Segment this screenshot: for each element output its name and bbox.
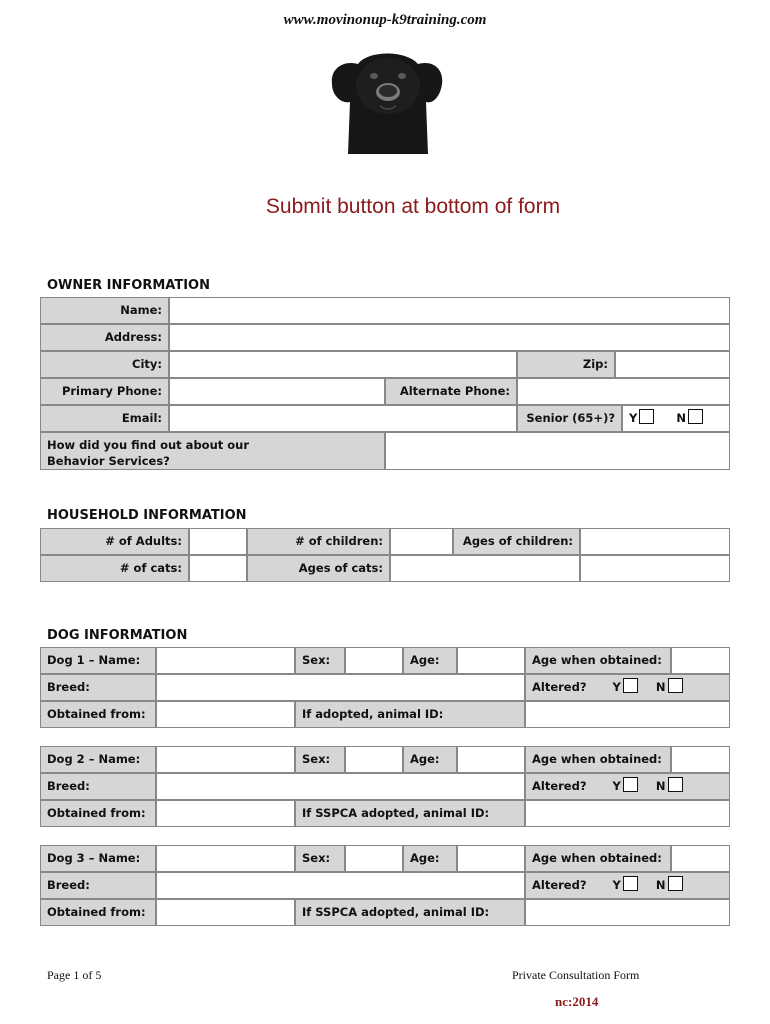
dog3-altered-yes-checkbox[interactable] (623, 876, 638, 891)
dog3-age-obtained-field[interactable] (671, 845, 730, 872)
dog3-sex-field[interactable] (345, 845, 403, 872)
ages-cats-field[interactable] (390, 555, 580, 582)
dog3-name-label: Dog 3 – Name: (40, 845, 156, 872)
dog2-breed-field[interactable] (156, 773, 525, 800)
page-number: Page 1 of 5 (47, 968, 102, 982)
dog3-age-label: Age: (403, 845, 457, 872)
address-field[interactable] (169, 324, 730, 351)
dog3-breed-label: Breed: (40, 872, 156, 899)
alternate-phone-label: Alternate Phone: (385, 378, 517, 405)
ages-children-field[interactable] (580, 528, 730, 555)
dog1-altered (525, 674, 730, 701)
email-label: Email: (40, 405, 169, 432)
form-name: Private Consultation Form (512, 968, 640, 982)
senior-options (622, 405, 730, 432)
dog1-obtained-label: Obtained from: (40, 701, 156, 728)
dog3-altered-no-label: N (655, 878, 666, 892)
dog3-sspca-id-label: If SSPCA adopted, animal ID: (295, 899, 525, 926)
adults-field[interactable] (189, 528, 247, 555)
dog1-obtained-field[interactable] (156, 701, 295, 728)
city-label: City: (40, 351, 169, 378)
household-section-title: HOUSEHOLD INFORMATION (47, 508, 247, 523)
dog1-age-obtained-label: Age when obtained: (525, 647, 671, 674)
dog2-obtained-label: Obtained from: (40, 800, 156, 827)
address-label: Address: (40, 324, 169, 351)
zip-field[interactable] (615, 351, 730, 378)
dog2-altered-no-label: N (655, 779, 666, 793)
how-found-field[interactable] (385, 432, 730, 470)
submit-note: Submit button at bottom of form (265, 195, 561, 218)
dog1-adopted-id-field[interactable] (525, 701, 730, 728)
dog3-altered (525, 872, 730, 899)
dog1-adopted-id-label: If adopted, animal ID: (295, 701, 525, 728)
dog3-sex-label: Sex: (295, 845, 345, 872)
ages-children-label: Ages of children: (453, 528, 580, 555)
dog2-sex-label: Sex: (295, 746, 345, 773)
owner-section-title: OWNER INFORMATION (47, 278, 210, 293)
dog1-altered-no-checkbox[interactable] (668, 678, 683, 693)
dog3-obtained-field[interactable] (156, 899, 295, 926)
dog3-sspca-id-field[interactable] (525, 899, 730, 926)
dog3-obtained-label: Obtained from: (40, 899, 156, 926)
dog3-altered-label: Altered? (532, 878, 587, 892)
how-found-label (40, 432, 385, 470)
dog2-age-obtained-field[interactable] (671, 746, 730, 773)
dog2-age-field[interactable] (457, 746, 525, 773)
dog1-age-label: Age: (403, 647, 457, 674)
how-found-line-2: Behavior Services? (47, 454, 170, 468)
dog1-age-obtained-field[interactable] (671, 647, 730, 674)
primary-phone-field[interactable] (169, 378, 385, 405)
dog1-age-field[interactable] (457, 647, 525, 674)
adults-label: # of Adults: (40, 528, 189, 555)
senior-label: Senior (65+)? (517, 405, 622, 432)
cats-field[interactable] (189, 555, 247, 582)
dog2-altered-label: Altered? (532, 779, 587, 793)
email-field[interactable] (169, 405, 517, 432)
dog2-sspca-id-label: If SSPCA adopted, animal ID: (295, 800, 525, 827)
city-field[interactable] (169, 351, 517, 378)
form-code: nc:2014 (555, 994, 599, 1009)
dog1-altered-yes-label: Y (612, 680, 621, 694)
dog3-name-field[interactable] (156, 845, 295, 872)
primary-phone-label: Primary Phone: (40, 378, 169, 405)
name-field[interactable] (169, 297, 730, 324)
cats-label: # of cats: (40, 555, 189, 582)
dog2-altered-yes-checkbox[interactable] (623, 777, 638, 792)
dog1-sex-label: Sex: (295, 647, 345, 674)
zip-label: Zip: (517, 351, 615, 378)
dog3-age-obtained-label: Age when obtained: (525, 845, 671, 872)
dog1-altered-label: Altered? (532, 680, 587, 694)
children-label: # of children: (247, 528, 390, 555)
dog2-altered-yes-label: Y (612, 779, 621, 793)
dog2-name-field[interactable] (156, 746, 295, 773)
household-blank-cell (580, 555, 730, 582)
website-url: www.movinonup-k9training.com (283, 12, 487, 28)
dog3-age-field[interactable] (457, 845, 525, 872)
dog2-sex-field[interactable] (345, 746, 403, 773)
name-label: Name: (40, 297, 169, 324)
dog1-breed-label: Breed: (40, 674, 156, 701)
ages-cats-label: Ages of cats: (247, 555, 390, 582)
dog1-name-label: Dog 1 – Name: (40, 647, 156, 674)
dog2-altered-no-checkbox[interactable] (668, 777, 683, 792)
dog2-altered (525, 773, 730, 800)
dog2-age-obtained-label: Age when obtained: (525, 746, 671, 773)
dog-photo (328, 46, 446, 156)
senior-no-label: N (676, 411, 686, 425)
dog2-breed-label: Breed: (40, 773, 156, 800)
dog1-sex-field[interactable] (345, 647, 403, 674)
senior-yes-checkbox[interactable] (639, 409, 654, 424)
dog1-name-field[interactable] (156, 647, 295, 674)
dog2-age-label: Age: (403, 746, 457, 773)
dog3-breed-field[interactable] (156, 872, 525, 899)
dog3-altered-no-checkbox[interactable] (668, 876, 683, 891)
dog2-obtained-field[interactable] (156, 800, 295, 827)
dog2-name-label: Dog 2 – Name: (40, 746, 156, 773)
dog3-altered-yes-label: Y (612, 878, 621, 892)
children-field[interactable] (390, 528, 453, 555)
dog1-altered-yes-checkbox[interactable] (623, 678, 638, 693)
how-found-line-1: How did you find out about our (47, 438, 250, 452)
alternate-phone-field[interactable] (517, 378, 730, 405)
dog-section-title: DOG INFORMATION (47, 628, 188, 643)
dog1-breed-field[interactable] (156, 674, 525, 701)
senior-yes-label: Y (629, 411, 638, 425)
senior-no-checkbox[interactable] (688, 409, 703, 424)
dog2-sspca-id-field[interactable] (525, 800, 730, 827)
dog1-altered-no-label: N (655, 680, 666, 694)
